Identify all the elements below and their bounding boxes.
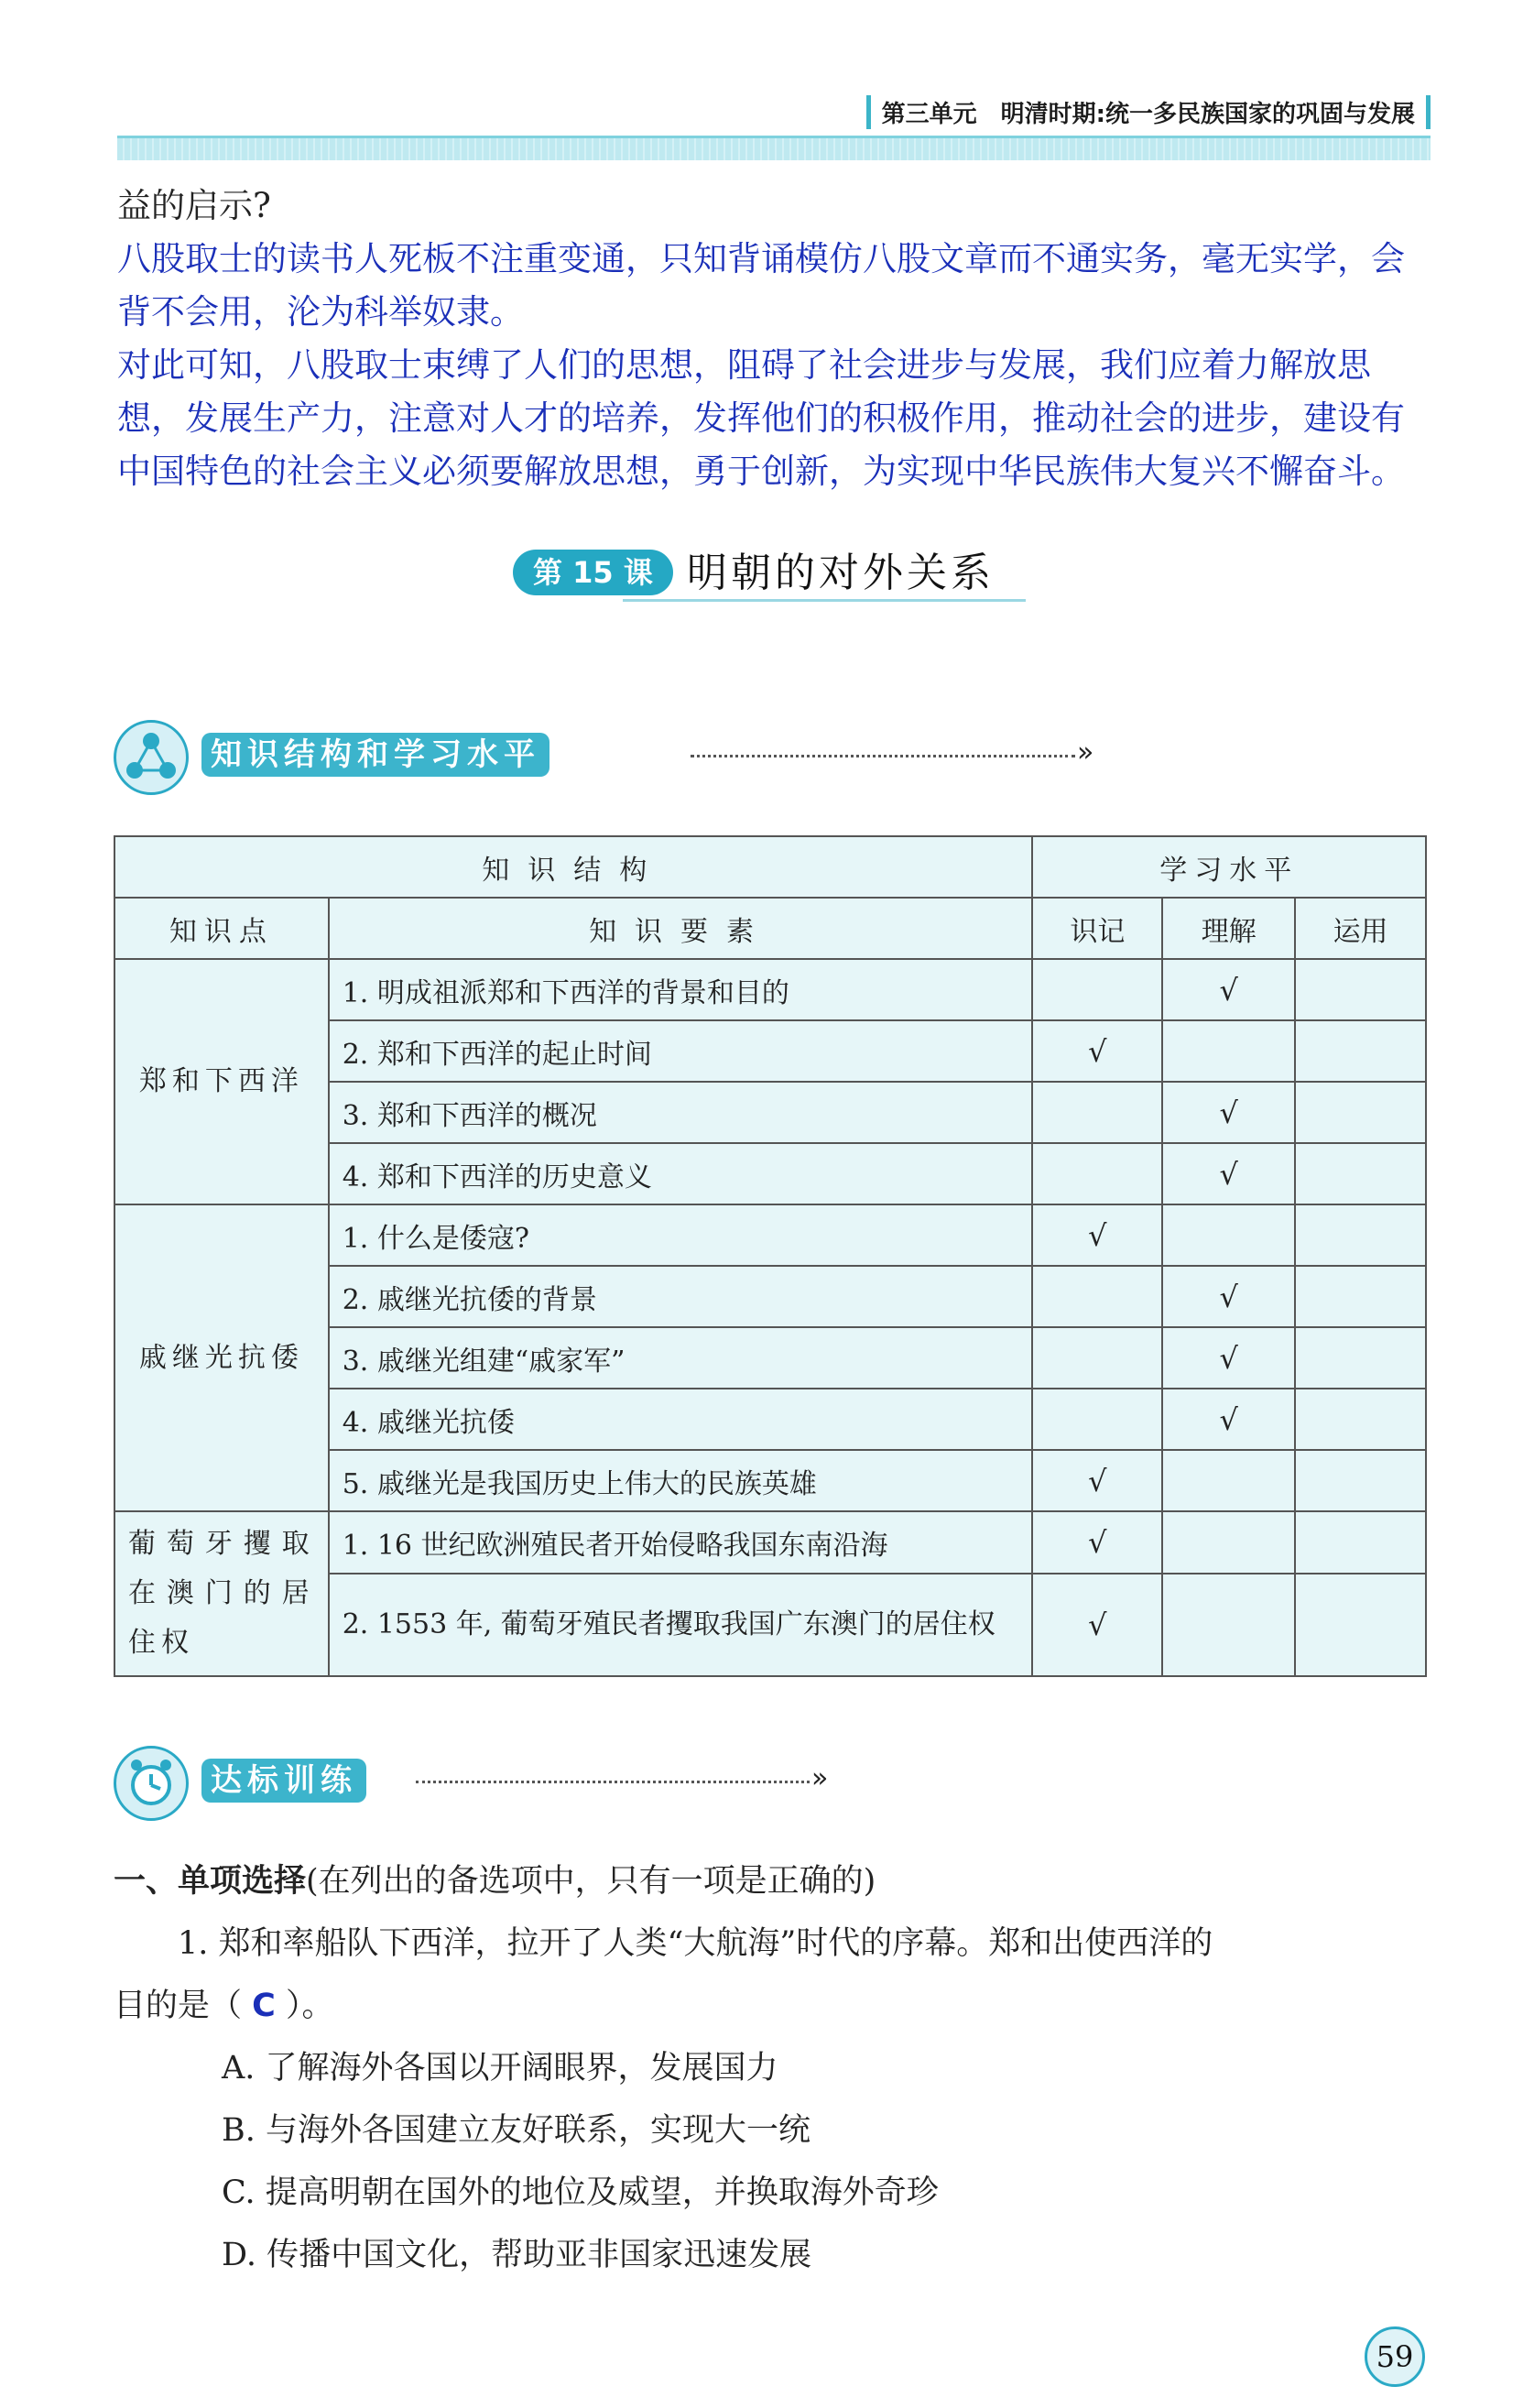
check-mark: √	[1162, 1082, 1295, 1143]
section-practice-heading	[114, 1746, 829, 1814]
check-mark: √	[1162, 959, 1295, 1020]
check-mark	[1162, 1511, 1295, 1574]
check-mark	[1032, 1389, 1162, 1450]
check-mark: √	[1162, 1389, 1295, 1450]
check-mark	[1295, 1450, 1426, 1511]
table-row	[114, 959, 1426, 1020]
check-mark	[1295, 1327, 1426, 1389]
check-mark	[1295, 959, 1426, 1020]
check-mark	[1162, 1020, 1295, 1082]
check-mark	[1295, 1574, 1426, 1676]
check-mark: √	[1162, 1327, 1295, 1389]
check-mark	[1295, 1266, 1426, 1327]
lesson-title	[513, 546, 1026, 601]
check-mark: √	[1032, 1204, 1162, 1266]
check-mark	[1295, 1204, 1426, 1266]
arrow-icon: »	[1077, 736, 1094, 768]
check-mark: √	[1162, 1266, 1295, 1327]
question-1-answer: C	[252, 1988, 276, 2024]
knowledge-element: 5. 戚继光是我国历史上伟大的民族英雄	[329, 1450, 1033, 1511]
knowledge-element: 3. 郑和下西洋的概况	[329, 1082, 1033, 1143]
check-mark: √	[1032, 1511, 1162, 1574]
check-mark: √	[1162, 1143, 1295, 1204]
knowledge-element: 2. 戚继光抗倭的背景	[329, 1266, 1033, 1327]
check-mark: √	[1032, 1450, 1162, 1511]
knowledge-point: 葡萄牙攫取在澳门的居住权	[114, 1511, 329, 1676]
check-mark: √	[1032, 1574, 1162, 1676]
arrow-icon: »	[811, 1762, 829, 1794]
network-icon	[114, 720, 189, 795]
check-mark	[1032, 1266, 1162, 1327]
header-knowledge-structure: 知识结构	[114, 836, 1032, 898]
section-knowledge-heading	[114, 720, 1094, 788]
col-understand: 理解	[1162, 898, 1295, 959]
check-mark: √	[1032, 1020, 1162, 1082]
section-knowledge-label: 知识结构和学习水平	[201, 733, 549, 777]
knowledge-element: 1. 16 世纪欧洲殖民者开始侵略我国东南沿海	[329, 1511, 1033, 1574]
question-tail: 益的启示?	[117, 186, 271, 225]
col-apply: 运用	[1295, 898, 1426, 959]
knowledge-element: 2. 1553 年, 葡萄牙殖民者攫取我国广东澳门的居住权	[329, 1574, 1033, 1676]
col-knowledge-elements: 知识要素	[329, 898, 1033, 959]
check-mark	[1162, 1204, 1295, 1266]
col-knowledge-point: 知识点	[114, 898, 329, 959]
answer-block	[117, 180, 1418, 498]
answer-paragraph-1: 八股取士的读书人死板不注重变通，只知背诵模仿八股文章而不通实务，毫无实学，会背不会用，沦为科举奴隶。	[117, 239, 1405, 332]
table-row	[114, 1204, 1426, 1266]
knowledge-element: 1. 什么是倭寇?	[329, 1204, 1033, 1266]
table-row	[114, 1511, 1426, 1574]
knowledge-element: 4. 戚继光抗倭	[329, 1389, 1033, 1450]
knowledge-table	[114, 835, 1427, 1677]
question-1-text: 1. 郑和率船队下西洋，拉开了人类“大航海”时代的序幕。郑和出使西洋的	[178, 1925, 1213, 1962]
question-1-text-cont	[114, 1975, 1432, 2037]
dotted-leader	[416, 1781, 810, 1783]
knowledge-element: 4. 郑和下西洋的历史意义	[329, 1143, 1033, 1204]
unit-title: 第三单元 明清时期:统一多民族国家的巩固与发展	[866, 95, 1431, 129]
dotted-leader	[691, 755, 1075, 757]
check-mark	[1032, 1327, 1162, 1389]
check-mark	[1295, 1143, 1426, 1204]
alarm-clock-icon	[114, 1746, 189, 1821]
option-c: C. 提高明朝在国外的地位及威望，并换取海外奇珍	[222, 2174, 939, 2211]
answer-paragraph-2: 对此可知，八股取士束缚了人们的思想，阻碍了社会进步与发展，我们应着力解放思想，发展生产力，注意对人才的培养，发挥他们的积极作用，推动社会的进步，建设有中国特色的社会主义必须要解放思想，勇于创新，为实现中华民族伟大复兴不懈奋斗。	[117, 345, 1405, 491]
option-b: B. 与海外各国建立友好联系，实现大一统	[222, 2112, 811, 2149]
check-mark	[1032, 1143, 1162, 1204]
check-mark	[1295, 1511, 1426, 1574]
lesson-badge: 第 15 课	[513, 550, 673, 595]
knowledge-element: 2. 郑和下西洋的起止时间	[329, 1020, 1033, 1082]
exercise-section	[114, 1850, 1432, 2286]
check-mark	[1295, 1389, 1426, 1450]
header-bar	[117, 136, 1431, 160]
exercise-heading-note: (在列出的备选项中，只有一项是正确的)	[306, 1863, 876, 1900]
lesson-name: 明朝的对外关系	[687, 550, 995, 596]
table-subheader-row	[114, 898, 1426, 959]
option-a: A. 了解海外各国以开阔眼界，发展国力	[222, 2050, 778, 2087]
check-mark	[1295, 1082, 1426, 1143]
knowledge-point: 郑和下西洋	[114, 959, 329, 1204]
section-practice-label: 达标训练	[201, 1759, 366, 1803]
page-number: 59	[1365, 2326, 1425, 2387]
check-mark	[1032, 1082, 1162, 1143]
question-1-post: ）。	[285, 1988, 334, 2024]
knowledge-point: 戚继光抗倭	[114, 1204, 329, 1511]
check-mark	[1162, 1574, 1295, 1676]
exercise-heading: 一、单项选择	[114, 1863, 307, 1900]
header-learning-level: 学习水平	[1032, 836, 1426, 898]
col-remember: 识记	[1032, 898, 1162, 959]
check-mark	[1032, 959, 1162, 1020]
knowledge-element: 3. 戚继光组建“戚家军”	[329, 1327, 1033, 1389]
check-mark	[1162, 1450, 1295, 1511]
question-1-pre: 目的是（	[114, 1988, 243, 2024]
knowledge-element: 1. 明成祖派郑和下西洋的背景和目的	[329, 959, 1033, 1020]
check-mark	[1295, 1020, 1426, 1082]
exercise-heading-line	[114, 1850, 1432, 1912]
option-d: D. 传播中国文化，帮助亚非国家迅速发展	[222, 2237, 812, 2273]
table-header-row	[114, 836, 1426, 898]
